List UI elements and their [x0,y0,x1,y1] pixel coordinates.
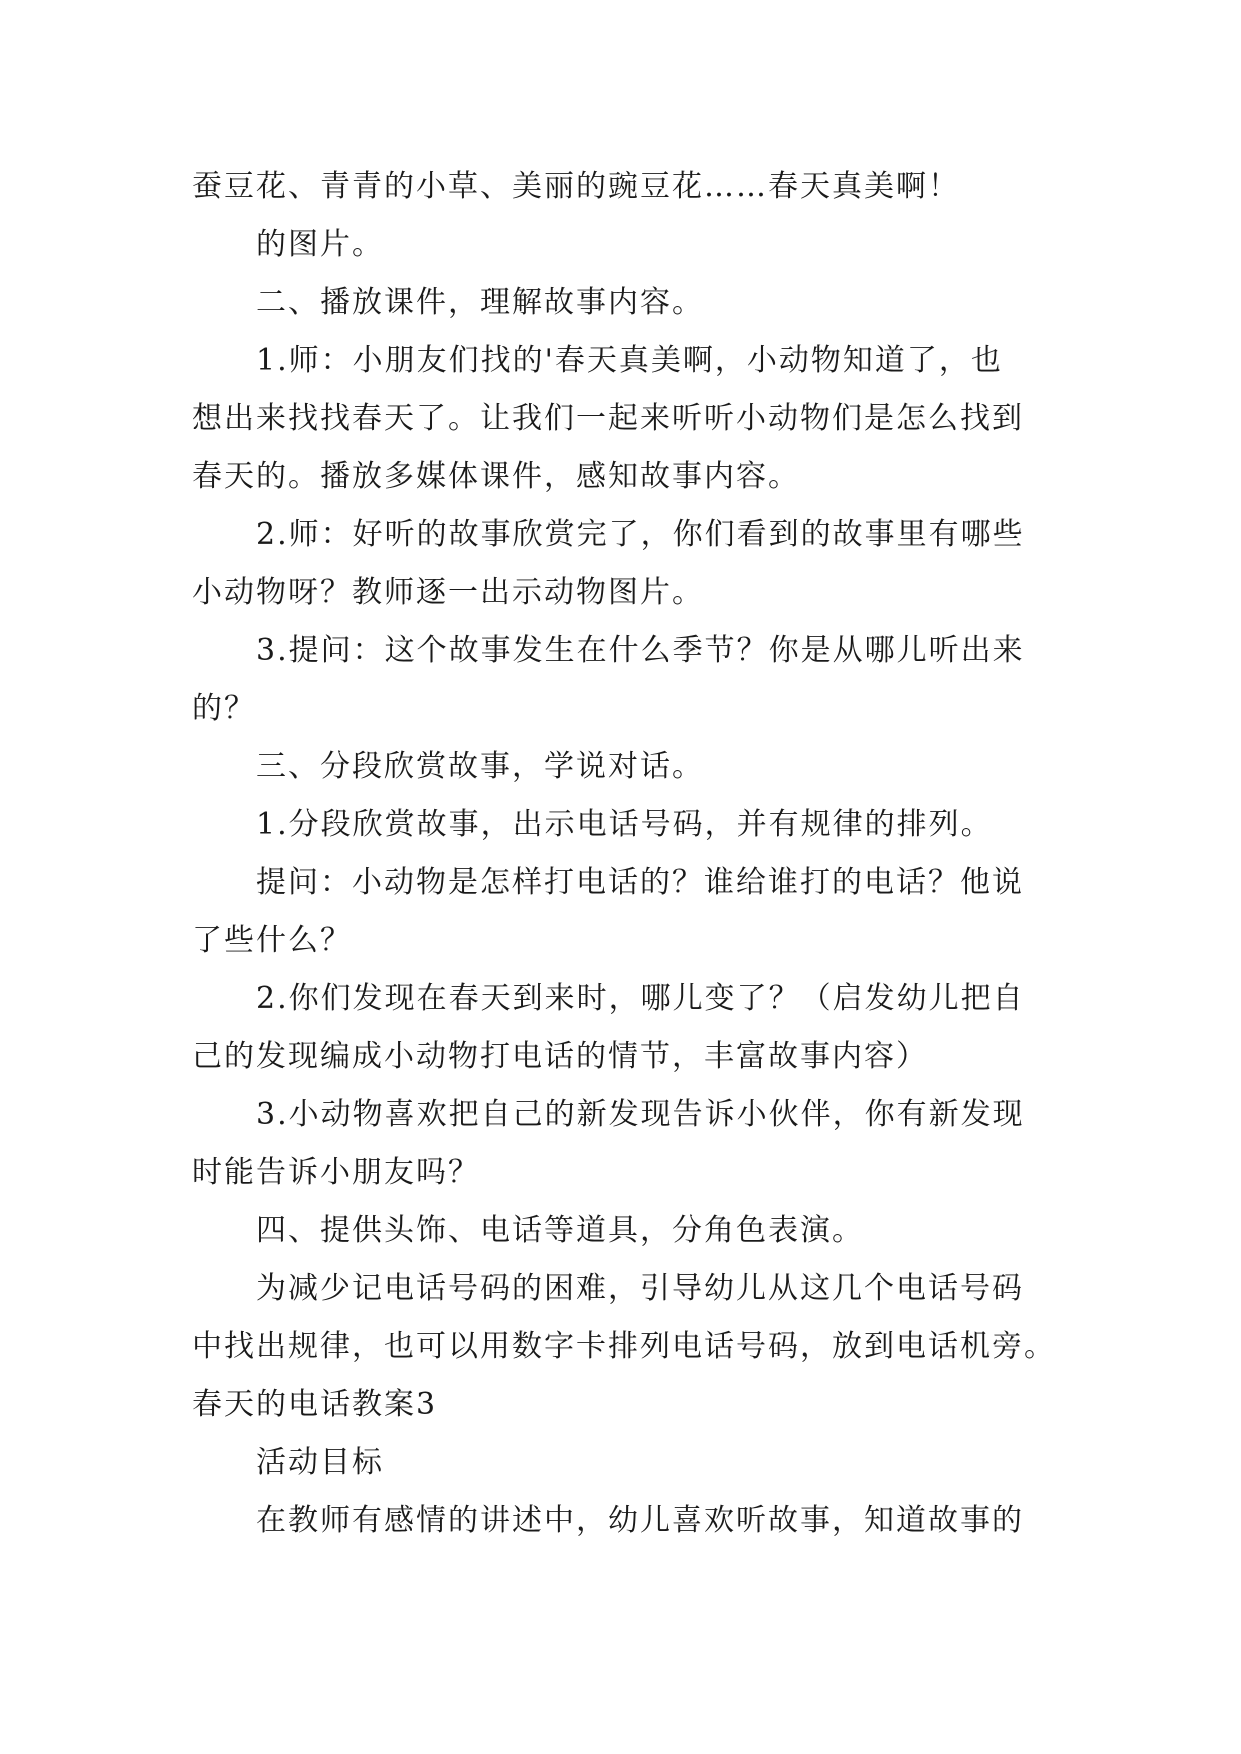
text-line: 2.你们发现在春天到来时，哪儿变了？（启发幼儿把自 [256,981,1025,1016]
text-line: 3.小动物喜欢把自己的新发现告诉小伙伴，你有新发现 [256,1097,1025,1132]
text-line: 的图片。 [256,227,384,262]
section-heading: 二、播放课件，理解故事内容。 [256,285,704,320]
text-line: 2.师：好听的故事欣赏完了，你们看到的故事里有哪些 [256,517,1025,552]
text-line: 时能告诉小朋友吗？ [192,1155,480,1190]
document-title: 春天的电话教案3 [192,1387,438,1422]
section-heading: 活动目标 [256,1445,384,1480]
text-line: 小动物呀？教师逐一出示动物图片。 [192,575,704,610]
text-line: 3.提问：这个故事发生在什么季节？你是从哪儿听出来 [256,633,1025,668]
text-line: 为减少记电话号码的困难，引导幼儿从这几个电话号码 [256,1271,1024,1306]
section-heading: 四、提供头饰、电话等道具，分角色表演。 [256,1213,864,1248]
text-line: 蚕豆花、青青的小草、美丽的豌豆花……春天真美啊！ [192,169,960,204]
text-line: 提问：小动物是怎样打电话的？谁给谁打的电话？他说 [256,865,1024,900]
text-line: 1.师：小朋友们找的'春天真美啊，小动物知道了，也 [256,343,1003,378]
document-body [192,158,1056,1550]
text-line: 在教师有感情的讲述中，幼儿喜欢听故事，知道故事的 [256,1503,1024,1538]
text-line: 想出来找找春天了。让我们一起来听听小动物们是怎么找到 [192,401,1024,436]
text-line: 1.分段欣赏故事，出示电话号码，并有规律的排列。 [256,807,993,842]
text-line: 中找出规律，也可以用数字卡排列电话号码，放到电话机旁。 [192,1329,1056,1364]
text-line: 的？ [192,691,256,726]
text-line: 春天的。播放多媒体课件，感知故事内容。 [192,459,800,494]
text-line: 了些什么？ [192,923,352,958]
section-heading: 三、分段欣赏故事，学说对话。 [256,749,704,784]
text-line: 己的发现编成小动物打电话的情节，丰富故事内容） [192,1039,928,1074]
